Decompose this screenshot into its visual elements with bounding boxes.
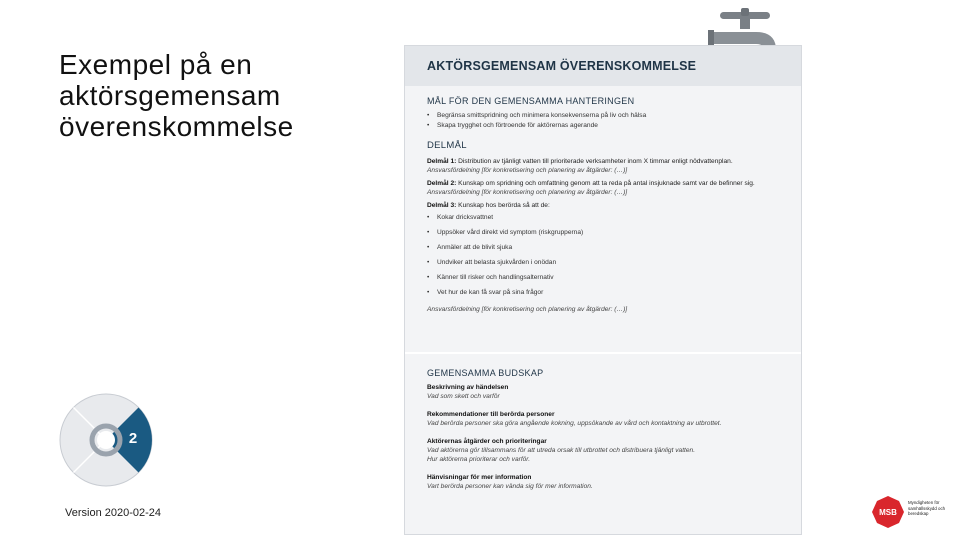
document-lower-section [427, 368, 787, 491]
logo-text: Myndigheten för samhällsskydd och beredskap [908, 500, 946, 516]
subgoal-text: Kunskap om spridning och omfattning genom att ta reda på antal insjuknade samt var de befinner sig. [458, 180, 755, 187]
subgoal-label: Delmål 2: [427, 180, 457, 187]
goal-heading: MÅL FÖR DEN GEMENSAMMA HANTERINGEN [427, 96, 635, 106]
document-title: AKTÖRSGEMENSAM ÖVERENSKOMMELSE [427, 59, 697, 73]
slide-title: Exempel på en aktörsgemensam överenskommelse [59, 49, 294, 142]
subgoal-text: Distribution av tjänligt vatten till prioriterade verksamheter inom X timmar enligt nödvattenplan. [458, 158, 733, 165]
subgoal-text: Kunskap hos berörda så att de: [458, 202, 550, 209]
cycle-diagram [58, 392, 158, 492]
cycle-step-number: 2 [128, 430, 138, 447]
list-item: • Begränsa smittspridning och minimera konsekvenserna på liv och hälsa [427, 111, 787, 121]
document-header [405, 46, 801, 86]
message-title: Aktörernas åtgärder och prioriteringar [427, 438, 547, 445]
message-block [427, 410, 787, 428]
message-text: Hur aktörerna prioriterar och varför. [427, 456, 531, 463]
logo-mark-text: MSB [879, 508, 897, 517]
message-text: Vad berörda personer ska göra angående kokning, uppsökande av vård och kontaktning av utbrottet. [427, 420, 722, 427]
message-block [427, 437, 787, 464]
message-block [427, 473, 787, 491]
message-text: Vad aktörerna gör tillsammans för att utreda orsak till utbrottet och distribuera tjänligt vatten. [427, 447, 696, 454]
subgoal-1 [427, 157, 787, 175]
message-title: Beskrivning av händelsen [427, 384, 509, 391]
subgoal-label: Delmål 1: [427, 158, 457, 165]
subgoal-responsibility: Ansvarsfördelning [för konkretisering och planering av åtgärder: (…)] [427, 167, 628, 174]
subgoal-responsibility: Ansvarsfördelning [för konkretisering och planering av åtgärder: (…)] [427, 189, 628, 196]
subgoal-2 [427, 179, 787, 197]
list-item: • Uppsöker vård direkt vid symptom (riskgrupperna) [427, 225, 787, 240]
goal-list [427, 111, 787, 131]
list-item: • Kokar dricksvattnet [427, 210, 787, 225]
version-label: Version 2020-02-24 [65, 507, 162, 519]
message-text: Vad som skett och varför [427, 393, 500, 400]
subgoals-heading: DELMÅL [427, 140, 467, 151]
message-title: Hänvisningar för mer information [427, 474, 532, 481]
list-item: • Känner till risker och handlingsalternativ [427, 270, 787, 285]
list-item: • Vet hur de kan få svar på sina frågor [427, 285, 787, 300]
msb-logo [871, 495, 905, 529]
list-item: • Anmäler att de blivit sjuka [427, 240, 787, 255]
document-upper-section [427, 96, 787, 318]
section-divider [405, 352, 801, 354]
agreement-document [404, 45, 802, 535]
message-title: Rekommendationer till berörda personer [427, 411, 555, 418]
messages-heading: GEMENSAMMA BUDSKAP [427, 368, 544, 378]
list-item: • Undviker att belasta sjukvården i onödan [427, 255, 787, 270]
message-text: Vart berörda personer kan vända sig för mer information. [427, 483, 593, 490]
message-block [427, 383, 787, 401]
subgoal-label: Delmål 3: [427, 202, 457, 209]
subgoal-3-list [427, 210, 787, 300]
subgoal-responsibility: Ansvarsfördelning [för konkretisering och planering av åtgärder: (…)] [427, 306, 628, 313]
subgoal-3 [427, 201, 787, 210]
list-item: • Skapa trygghet och förtroende för aktörernas agerande [427, 121, 787, 131]
